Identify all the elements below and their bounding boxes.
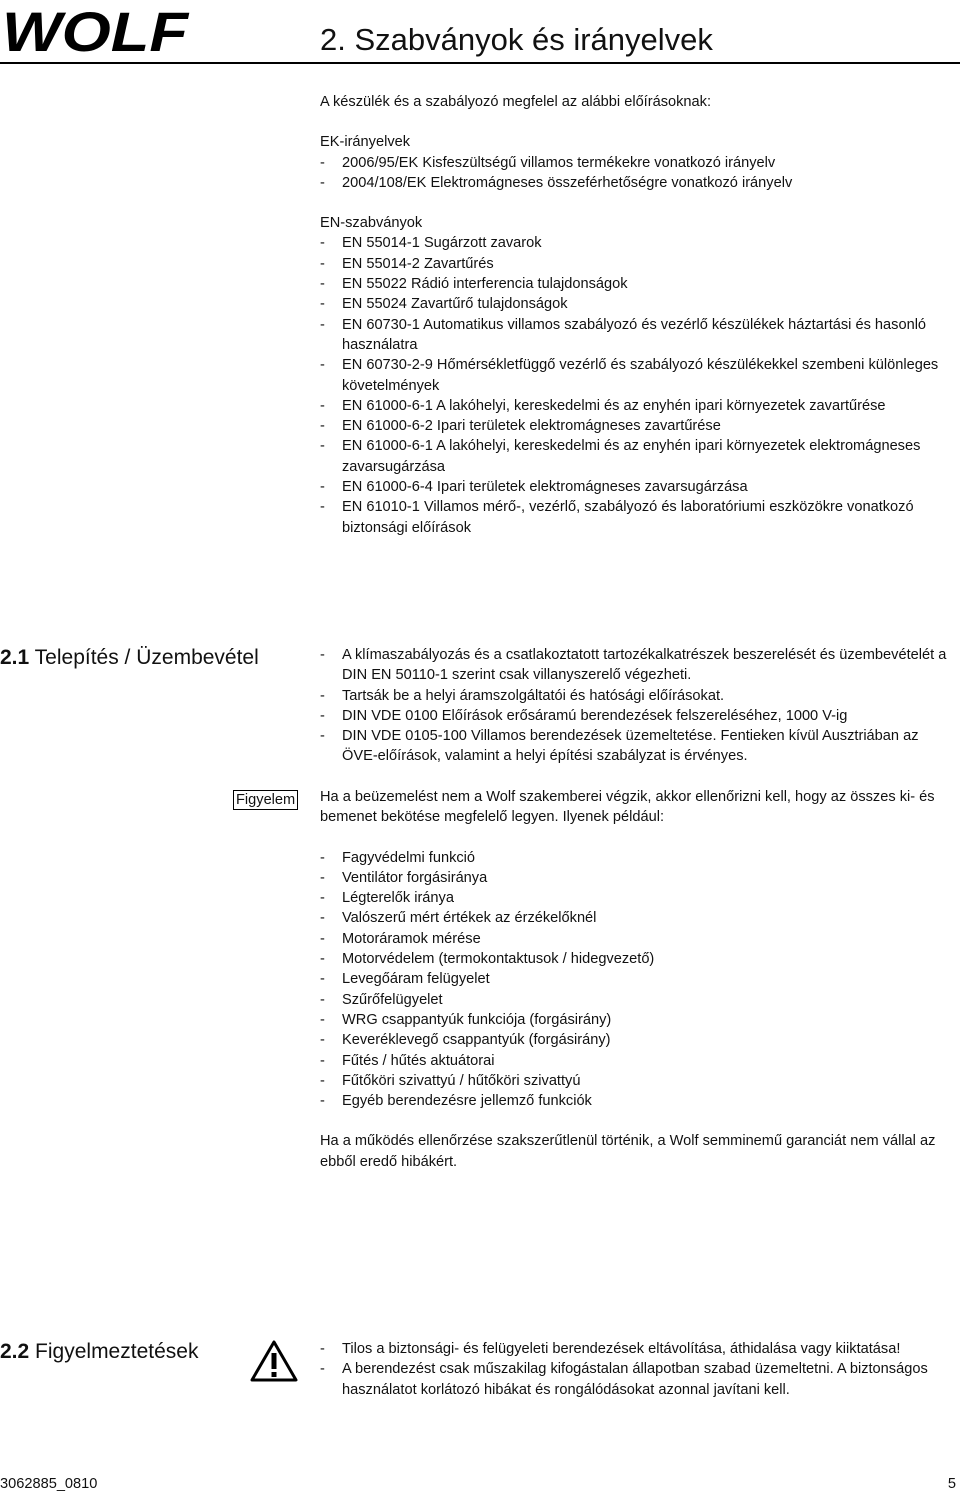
list-item: - Fagyvédelmi funkció bbox=[320, 849, 476, 866]
install-list bbox=[320, 645, 956, 767]
notice-label: Figyelem bbox=[233, 790, 298, 810]
install-heading bbox=[0, 646, 259, 670]
list-item: - Tartsák be a helyi áramszolgáltatói és hatósági előírásokat. bbox=[320, 687, 725, 704]
warnings-heading-number: 2.2 bbox=[0, 1340, 30, 1363]
list-item: - EN 61000-6-2 Ipari területek elektromágneses zavartűrése bbox=[320, 418, 721, 435]
closing-text: Ha a működés ellenőrzése szakszerűtlenül történik, a Wolf semminemű garanciát nem vállal az ebből eredő hibákért. bbox=[320, 1133, 936, 1170]
list-item: - A berendezést csak műszakilag kifogástalan állapotban szabad üzemeltetni. A biztonságos használatot korlátozó hibákat és rongálódásokat azonnal javítani kell. bbox=[320, 1361, 928, 1398]
list-item: - A klímaszabályozás és a csatlakoztatott tartozékalkatrészek beszerelését és üzembevételét a DIN EN 50110-1 szerint csak villanyszerelő végezheti. bbox=[320, 647, 947, 684]
install-heading-number: 2.1 bbox=[0, 646, 30, 669]
list-item: - Szűrőfelügyelet bbox=[320, 991, 443, 1008]
list-item: - DIN VDE 0100 Előírások erősáramú berendezések felszereléséhez, 1000 V-ig bbox=[320, 707, 848, 724]
list-item: - EN 55014-1 Sugárzott zavarok bbox=[320, 235, 542, 252]
list-item: - EN 55024 Zavartűrő tulajdonságok bbox=[320, 296, 568, 313]
list-item: - Ventilátor forgásiránya bbox=[320, 869, 488, 886]
list-item: - 2006/95/EK Kisfeszültségű villamos termékekre vonatkozó irányelv bbox=[320, 154, 776, 171]
checks-list bbox=[320, 848, 956, 1112]
en-list bbox=[320, 233, 956, 537]
warnings-heading-text: Figyelmeztetések bbox=[35, 1340, 199, 1363]
notice-block bbox=[320, 787, 956, 1172]
ek-heading: EK-irányelvek bbox=[320, 134, 411, 151]
ek-list bbox=[320, 153, 956, 194]
list-item: - EN 60730-2-9 Hőmérsékletfüggő vezérlő és szabályozó készülékekkel szembeni különleges követelmények bbox=[320, 357, 939, 394]
list-item: - DIN VDE 0105-100 Villamos berendezések üzemeltetése. Fentieken kívül Ausztriában az ÖVE-előírások, valamint a helyi építési szabályzat is érvényes. bbox=[320, 728, 919, 765]
list-item: - EN 61000-6-4 Ipari területek elektromágneses zavarsugárzása bbox=[320, 479, 748, 496]
list-item: - Fűtés / hűtés aktuátorai bbox=[320, 1052, 495, 1069]
list-item: - EN 61000-6-1 A lakóhelyi, kereskedelmi és az enyhén ipari környezetek elektromágneses zavarsugárzása bbox=[320, 438, 921, 475]
warnings-heading bbox=[0, 1340, 198, 1364]
en-heading: EN-szabványok bbox=[320, 215, 423, 232]
list-item: - EN 55022 Rádió interferencia tulajdonságok bbox=[320, 276, 628, 293]
list-item: - Fűtőköri szivattyú / hűtőköri szivattyú bbox=[320, 1072, 581, 1089]
list-item: - Motorvédelem (termokontaktusok / hidegvezető) bbox=[320, 951, 655, 968]
page-number: 5 bbox=[947, 1476, 956, 1492]
list-item: - Légterelők iránya bbox=[320, 890, 454, 907]
document-code: 3062885_0810 bbox=[0, 1476, 98, 1492]
list-item: - WRG csappantyúk funkciója (forgásirány) bbox=[320, 1011, 612, 1028]
install-heading-text: Telepítés / Üzembevétel bbox=[34, 646, 259, 669]
header-divider bbox=[0, 62, 960, 64]
install-requirements bbox=[320, 645, 956, 767]
standards-section bbox=[320, 92, 956, 538]
warning-triangle-icon bbox=[250, 1340, 298, 1382]
list-item: - EN 61010-1 Villamos mérő-, vezérlő, szabályozó és laboratóriumi eszközökre vonatkozó biztonsági előírások bbox=[320, 499, 914, 536]
warnings-block bbox=[320, 1339, 956, 1400]
list-item: - EN 60730-1 Automatikus villamos szabályozó és vezérlő készülékek háztartási és hasonló használatra bbox=[320, 316, 927, 353]
list-item: - EN 61000-6-1 A lakóhelyi, kereskedelmi és az enyhén ipari környezetek zavartűrése bbox=[320, 397, 886, 414]
notice-text: Ha a beüzemelést nem a Wolf szakemberei végzik, akkor ellenőrizni kell, hogy az összes ki- és bemenet bekötése megfelelő legyen. Ilyenek például: bbox=[320, 789, 935, 826]
list-item: - Levegőáram felügyelet bbox=[320, 971, 490, 988]
wolf-logo-text: WOLF bbox=[2, 6, 190, 56]
list-item: - EN 55014-2 Zavartűrés bbox=[320, 255, 494, 272]
list-item: - Motoráramok mérése bbox=[320, 930, 481, 947]
list-item: - Egyéb berendezésre jellemző funkciók bbox=[320, 1093, 592, 1110]
list-item: - Valószerű mért értékek az érzékelőknél bbox=[320, 910, 597, 927]
page-title: 2. Szabványok és irányelvek bbox=[320, 22, 713, 57]
wolf-logo bbox=[2, 6, 190, 56]
list-item: - Tilos a biztonsági- és felügyeleti berendezések eltávolítása, áthidalása vagy kiiktatása! bbox=[320, 1341, 901, 1357]
warnings-list bbox=[320, 1339, 956, 1400]
list-item: - Keveréklevegő csappantyúk (forgásirány) bbox=[320, 1032, 611, 1049]
intro-text: A készülék és a szabályozó megfelel az alábbi előírásoknak: bbox=[320, 94, 712, 110]
list-item: - 2004/108/EK Elektromágneses összeférhetőségre vonatkozó irányelv bbox=[320, 174, 793, 191]
